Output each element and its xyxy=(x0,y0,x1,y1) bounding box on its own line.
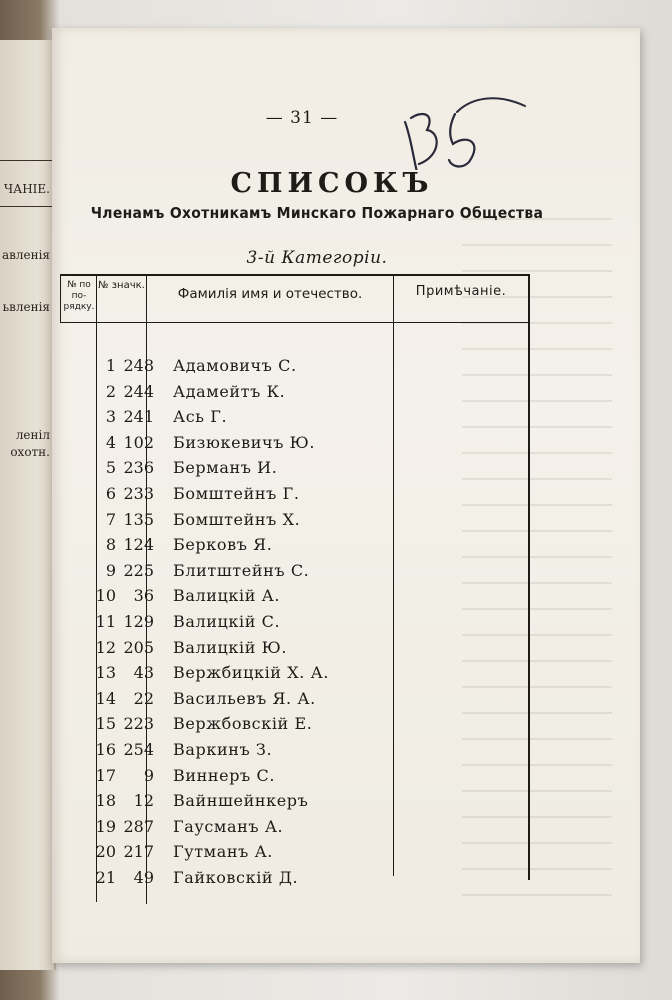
member-name: Вержбицкій Х. А. xyxy=(173,663,330,683)
table-row xyxy=(60,868,360,893)
table-row xyxy=(60,663,360,688)
member-name: Вайншейнкеръ xyxy=(173,791,309,811)
table-row xyxy=(60,842,360,867)
row-number: 5 xyxy=(105,458,116,478)
row-number: 21 xyxy=(95,868,116,887)
prev-page-fragment: авленія xyxy=(1,248,50,262)
table-row xyxy=(60,791,360,816)
badge-number: 244 xyxy=(123,381,154,401)
row-number: 4 xyxy=(105,432,116,452)
column-rule xyxy=(393,276,394,876)
table-header-rule xyxy=(60,322,530,323)
header-badge-number: № значк. xyxy=(98,280,145,291)
row-number: 3 xyxy=(105,407,116,427)
badge-number: 236 xyxy=(123,458,154,478)
member-name: Варкинъ З. xyxy=(173,740,273,759)
badge-number: 12 xyxy=(133,791,154,811)
badge-number: 233 xyxy=(123,484,154,503)
member-name: Адамейтъ К. xyxy=(173,381,286,401)
table-row xyxy=(60,356,360,381)
badge-number: 241 xyxy=(123,407,154,427)
badge-number: 36 xyxy=(133,586,154,606)
row-number: 6 xyxy=(105,484,116,503)
row-number: 14 xyxy=(95,688,116,708)
member-name: Вержбовскій Е. xyxy=(173,714,313,734)
table-row xyxy=(60,382,360,407)
badge-number: 135 xyxy=(123,509,154,529)
member-name: Адамовичъ С. xyxy=(173,356,297,375)
table-row xyxy=(60,433,360,458)
badge-number: 225 xyxy=(123,560,154,580)
prev-page-fragment: ьвленія xyxy=(2,300,50,314)
badge-number: 217 xyxy=(123,842,154,862)
prev-page-rule xyxy=(0,206,54,207)
row-number: 18 xyxy=(95,791,116,811)
row-number: 12 xyxy=(95,637,116,657)
badge-number: 22 xyxy=(133,688,154,708)
table-row xyxy=(60,510,360,535)
table-right-rule xyxy=(528,276,530,880)
header-name: Фамилія имя и отечество. xyxy=(177,286,363,302)
row-number: 13 xyxy=(95,663,116,683)
list-title: СПИСОКЪ xyxy=(230,168,434,199)
table-row xyxy=(60,561,360,586)
book-page xyxy=(52,28,640,963)
list-subtitle: Членамъ Охотникамъ Минскаго Пожарнаго Общества xyxy=(90,204,544,222)
member-name: Бомштейнъ Х. xyxy=(173,509,301,529)
member-name: Берманъ И. xyxy=(173,458,278,478)
badge-number: 102 xyxy=(123,432,154,452)
badge-number: 49 xyxy=(133,868,154,887)
badge-number: 43 xyxy=(133,663,154,683)
table-row xyxy=(60,689,360,714)
header-note: Примѣчаніе. xyxy=(415,284,507,299)
member-name: Блитштейнъ С. xyxy=(173,560,310,580)
badge-number: 254 xyxy=(123,740,154,759)
row-number: 15 xyxy=(95,714,116,734)
member-name: Гайковскій Д. xyxy=(173,868,299,887)
row-number: 20 xyxy=(95,842,116,862)
table-row xyxy=(60,740,360,765)
page-number: — 31 — xyxy=(265,108,339,128)
badge-number: 9 xyxy=(143,765,154,785)
badge-number: 124 xyxy=(123,535,154,555)
table-row xyxy=(60,817,360,842)
member-name: Валицкій С. xyxy=(173,612,281,631)
badge-number: 223 xyxy=(123,714,154,734)
table-row xyxy=(60,714,360,739)
row-number: 19 xyxy=(95,816,116,836)
badge-number: 205 xyxy=(123,637,154,657)
row-number: 2 xyxy=(105,381,116,401)
row-number: 8 xyxy=(105,535,116,555)
prev-page-rule xyxy=(0,160,54,161)
table-top-rule xyxy=(60,274,530,276)
table-row xyxy=(60,766,360,791)
category-label: 3-й Категоріи. xyxy=(246,248,388,268)
table-row xyxy=(60,535,360,560)
table-row xyxy=(60,407,360,432)
member-name: Валицкій А. xyxy=(173,586,281,606)
prev-page-fragment: охотн. xyxy=(10,445,50,459)
previous-page-edge xyxy=(0,40,56,970)
member-name: Васильевъ Я. А. xyxy=(173,688,316,708)
table-row xyxy=(60,612,360,637)
badge-number: 248 xyxy=(123,356,154,375)
row-number: 7 xyxy=(105,509,116,529)
prev-page-fragment: леніл xyxy=(15,428,50,442)
member-name: Ась Г. xyxy=(173,407,228,427)
row-number: 16 xyxy=(95,740,116,759)
row-number: 9 xyxy=(105,560,116,580)
badge-number: 129 xyxy=(123,612,154,631)
row-number: 1 xyxy=(105,356,116,375)
member-name: Валицкій Ю. xyxy=(173,637,288,657)
member-name: Виннеръ С. xyxy=(173,765,276,785)
member-name: Бомштейнъ Г. xyxy=(173,484,300,503)
prev-page-fragment: ЧАНІЕ. xyxy=(3,182,50,196)
row-number: 10 xyxy=(95,586,116,606)
table-row xyxy=(60,586,360,611)
row-number: 11 xyxy=(95,612,116,631)
member-name: Гаусманъ А. xyxy=(173,816,284,836)
badge-number: 287 xyxy=(123,816,154,836)
header-row-number: № по по-рядку. xyxy=(63,280,95,312)
member-name: Гутманъ А. xyxy=(173,842,273,862)
table-row xyxy=(60,458,360,483)
members-table xyxy=(60,274,530,904)
member-name: Бизюкевичъ Ю. xyxy=(173,432,316,452)
handwritten-page-number xyxy=(397,90,537,170)
table-row xyxy=(60,484,360,509)
member-name: Берковъ Я. xyxy=(173,535,273,555)
row-number: 17 xyxy=(95,765,116,785)
table-row xyxy=(60,638,360,663)
